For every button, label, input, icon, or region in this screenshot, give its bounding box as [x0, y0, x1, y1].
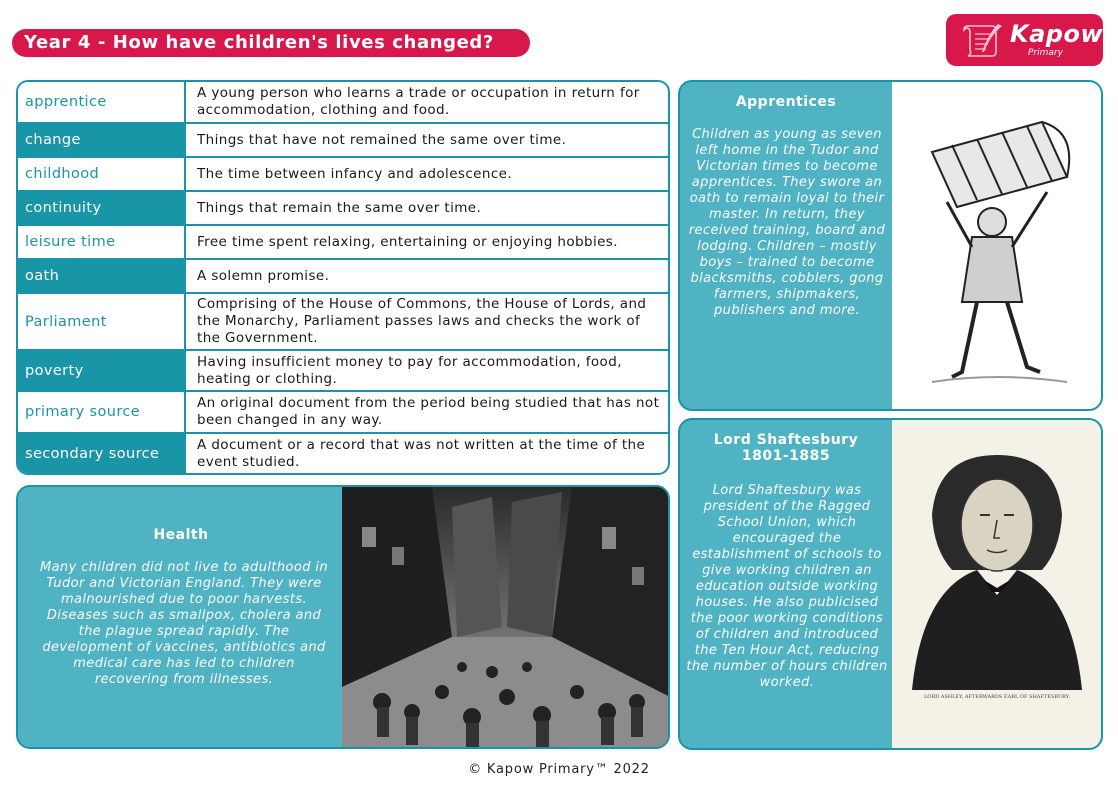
scroll-quill-icon	[958, 22, 1006, 60]
glossary-definition: Things that remain the same over time.	[197, 199, 482, 216]
glossary-row	[18, 226, 668, 260]
glossary-term: secondary source	[18, 434, 186, 474]
glossary-definition: Free time spent relaxing, entertaining or enjoying hobbies.	[197, 233, 618, 250]
glossary-row	[18, 434, 668, 474]
shaftesbury-dates: 1801-1885	[741, 448, 831, 464]
glossary-definition: A solemn promise.	[197, 267, 330, 284]
glossary-definition: An original document from the period being studied that has not been changed in any way.	[197, 395, 660, 428]
glossary-row	[18, 294, 668, 351]
apprentices-panel	[678, 80, 1103, 411]
glossary-definition: Things that have not remained the same over time.	[197, 131, 567, 148]
glossary-definition: A young person who learns a trade or occupation in return for accommodation, clothing and food.	[197, 85, 640, 118]
health-text: Many children did not live to adulthood in Tudor and Victorian England. They were malnourished due to poor harvests. Diseases such as smallpox, cholera and the plague spread rapidly. The development of vaccines, antibiotics and medical care has led to children recovering from illnesses.	[39, 560, 329, 687]
logo-subtitle: Primary	[1028, 48, 1063, 58]
health-heading: Health	[153, 527, 209, 543]
portrait-caption: LORD ASHLEY, AFTERWARDS EARL OF SHAFTESBURY.	[923, 694, 1071, 700]
glossary-definition: Having insufficient money to pay for accommodation, food, heating or clothing.	[197, 353, 622, 387]
apprentices-heading: Apprentices	[735, 94, 837, 110]
shaftesbury-portrait-image	[892, 420, 1103, 748]
logo-wordmark: Kapow	[1010, 20, 1103, 48]
apprentices-text: Children as young as seven left home in the Tudor and Victorian times to become apprentices. They swore an oath to remain loyal to their master. In return, they received training, board and lodging. Children – mostly boys – trained to become blacksmiths, cobblers, gong farmers, shipmakers, publishers and more.	[688, 127, 886, 318]
shaftesbury-heading	[684, 432, 888, 464]
shaftesbury-name: Lord Shaftesbury	[713, 432, 859, 448]
glossary-term: Parliament	[18, 294, 186, 349]
glossary-row	[18, 192, 668, 226]
page-title: Year 4 - How have children's lives changed?	[12, 29, 530, 57]
glossary-row	[18, 82, 668, 124]
victorian-street-image	[342, 487, 670, 747]
copyright-footer: © Kapow Primary™ 2022	[468, 762, 650, 777]
glossary-term: apprentice	[18, 82, 186, 122]
glossary-term: oath	[18, 260, 186, 292]
glossary-term: childhood	[18, 158, 186, 190]
glossary-row	[18, 392, 668, 434]
shaftesbury-panel	[678, 418, 1103, 750]
glossary-row	[18, 260, 668, 294]
glossary-term: continuity	[18, 192, 186, 224]
glossary-row	[18, 124, 668, 158]
glossary-term: leisure time	[18, 226, 186, 258]
glossary-definition: The time between infancy and adolescence.	[197, 165, 513, 182]
glossary-term: primary source	[18, 392, 186, 432]
health-panel	[16, 485, 670, 749]
glossary-row	[18, 351, 668, 392]
glossary-term: change	[18, 124, 186, 156]
shaftesbury-text: Lord Shaftesbury was president of the Ragged School Union, which encouraged the establishment of schools to give working children an education outside working houses. He also publicised the poor working conditions of children and introduced the Ten Hour Act, reducing the number of hours children worked.	[686, 483, 888, 690]
glossary-table	[16, 80, 670, 475]
glossary-term: poverty	[18, 351, 186, 390]
glossary-definition: Comprising of the House of Commons, the House of Lords, and the Monarchy, Parliament passes laws and checks the work of the Government.	[197, 296, 647, 346]
glossary-row	[18, 158, 668, 192]
apprentice-engraving-image	[892, 82, 1103, 409]
kapow-logo	[946, 14, 1103, 66]
glossary-definition: A document or a record that was not written at the time of the event studied.	[197, 437, 646, 470]
